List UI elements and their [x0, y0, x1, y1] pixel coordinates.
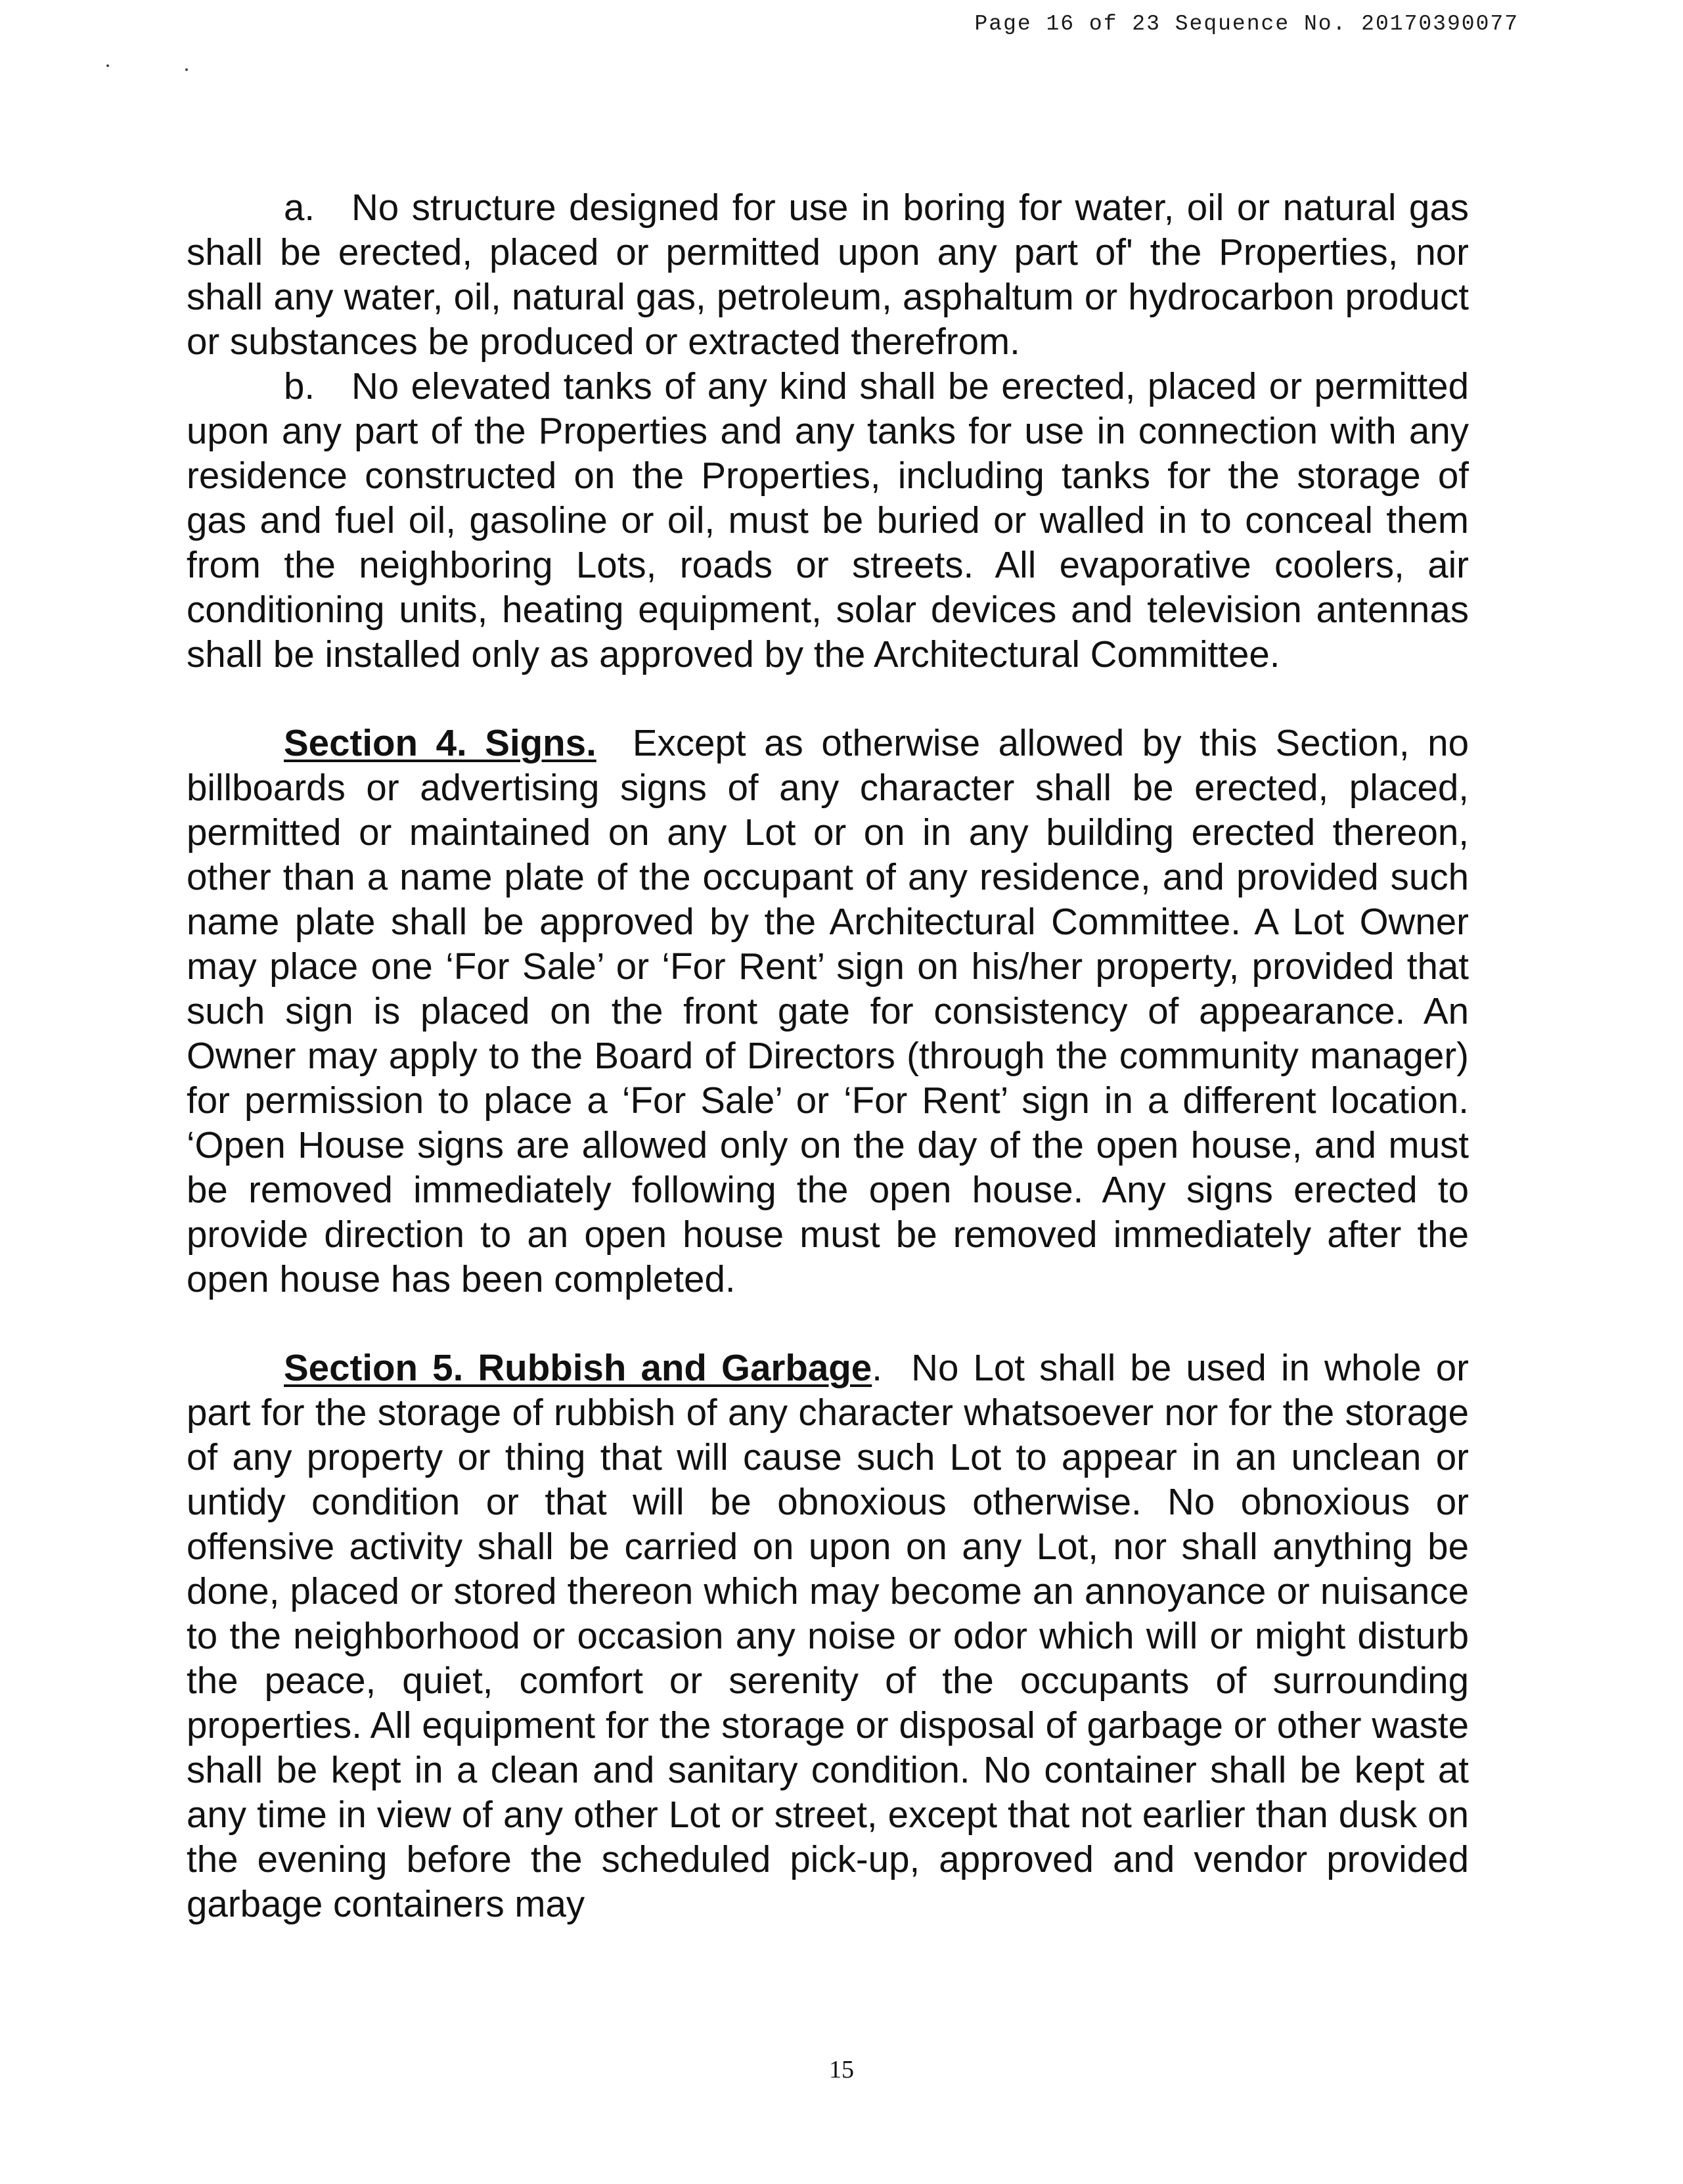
section-4-paragraph — [187, 721, 1469, 1302]
clause-a-paragraph — [187, 185, 1469, 364]
section-5-heading: Section 5. Rubbish and Garbage — [284, 1347, 872, 1388]
document-body — [187, 185, 1469, 1926]
clause-b-paragraph — [187, 364, 1469, 677]
section-4-text: Except as otherwise allowed by this Section, no billboards or advertising signs of any character shall be erected, placed, permitted or maintained on any Lot or on in any building erected thereon, other than a name plate of the occupant of any residence, and provided such name plate shall be approved by the Architectural Committee. A Lot Owner may place one ‘For Sale’ or ‘For Rent’ sign on his/her property, provided that such sign is placed on the front gate for consistency of appearance. An Owner may apply to the Board of Directors (through the community manager) for permission to place a ‘For Sale’ or ‘For Rent’ sign in a different location. ‘Open House signs are allowed only on the day of the open house, and must be removed immediately following the open house. Any signs erected to provide direction to an open house must be removed immediately after the open house has been completed. — [187, 722, 1469, 1300]
section-5-text: No Lot shall be used in whole or part for the storage of rubbish of any character whatsoever nor for the storage of any property or thing that will cause such Lot to appear in an unclean or untidy condition or that will be obnoxious otherwise. No obnoxious or offensive activity shall be carried on upon on any Lot, nor shall anything be done, placed or stored thereon which may become an annoyance or nuisance to the neighborhood or occasion any noise or odor which will or might disturb the peace, quiet, comfort or serenity of the occupants of surrounding properties. All equipment for the storage or disposal of garbage or other waste shall be kept in a clean and sanitary condition. No container shall be kept at any time in view of any other Lot or street, except that not earlier than dusk on the evening before the scheduled pick-up, approved and vendor provided garbage containers may — [187, 1347, 1469, 1924]
clause-b-label: b. — [284, 365, 315, 407]
section-5-paragraph — [187, 1346, 1469, 1926]
clause-a-text: No structure designed for use in boring for water, oil or natural gas shall be erected, placed or permitted upon any part of' the Properties, nor shall any water, oil, natural gas, petroleum, asphaltum or hydrocarbon product or substances be produced or extracted therefrom. — [187, 187, 1469, 362]
section-5-heading-punct: . — [872, 1347, 882, 1388]
section-4-heading: Section 4. Signs. — [284, 722, 596, 763]
scan-artifact-dot — [106, 64, 109, 67]
page-sequence-stamp: Page 16 of 23 Sequence No. 20170390077 — [974, 12, 1519, 36]
scan-artifact-dot — [185, 68, 188, 71]
page-number: 15 — [829, 2056, 854, 2083]
clause-b-text: No elevated tanks of any kind shall be erected, placed or permitted upon any part of the Properties and any tanks for use in connection with any residence constructed on the Properties, including tanks for the storage of gas and fuel oil, gasoline or oil, must be buried or walled in to conceal them from the neighboring Lots, roads or streets. All evaporative coolers, air conditioning units, heating equipment, solar devices and television antennas shall be installed only as approved by the Architectural Committee. — [187, 365, 1469, 675]
clause-a-label: a. — [284, 187, 315, 228]
